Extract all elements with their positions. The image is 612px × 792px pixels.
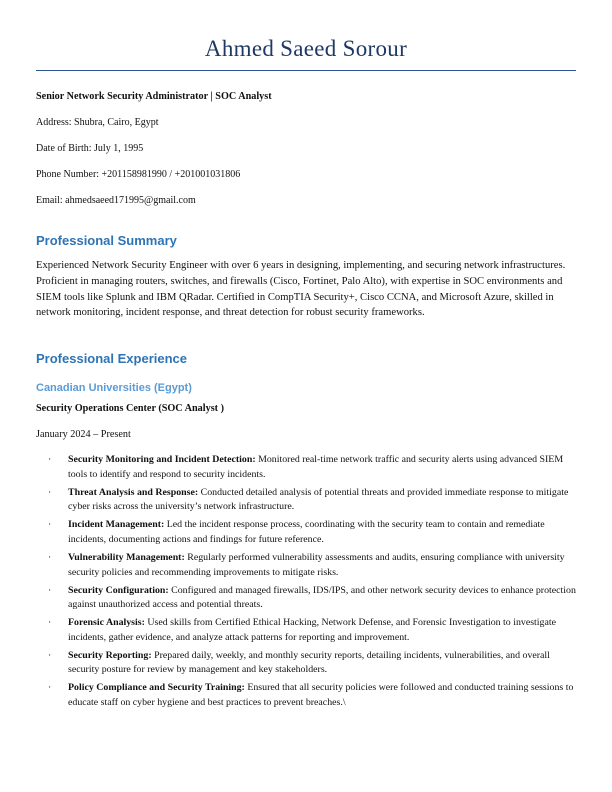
bullet-text (68, 551, 576, 580)
bullet-body: Monitored real-time network traffic and security alerts using advanced SIEM tools to identify and respond to security incidents. (68, 454, 564, 480)
bullet-body: Conducted detailed analysis of potential threats and provided immediate response to mitigate cyber risks across the university’s network infrastructure. (68, 486, 569, 513)
bullet-marker: · (48, 682, 52, 694)
experience-bullet (46, 486, 576, 515)
bullet-body: Regularly performed vulnerability assessments and audits, ensuring compliance with university security policies and recommending improvements to mitigate risks. (68, 552, 565, 578)
role-line: Senior Network Security Administrator | SOC Analyst (36, 91, 272, 102)
bullet-body: Led the incident response process, coordinating with the security team to contain and remediate incidents, documenting actions and findings for future reference. (68, 519, 545, 546)
bullet-marker: · (48, 584, 52, 596)
experience-bullet (46, 551, 576, 580)
bullet-text (68, 518, 576, 547)
experience-bullet (46, 453, 576, 482)
bullet-text (68, 453, 576, 482)
bullet-label: Incident Management: (68, 519, 165, 531)
bullet-text (68, 616, 576, 645)
experience-bullet-list (36, 453, 576, 710)
bullet-marker: · (48, 617, 52, 629)
bullet-label: Threat Analysis and Response: (68, 486, 199, 498)
bullet-label: Policy Compliance and Security Training: (68, 682, 245, 694)
summary-paragraph: Experienced Network Security Engineer with over 6 years in designing, implementing, and securing network infrastructures. Proficient in managing routers, switches, and firewalls (Cisco, Fortinet, Palo Alto), with expertise in SOC environments and SIEM tools like Splunk and IBM QRadar. Certified in CompTIA Security+, Cisco CCNA, and Microsoft Azure, skilled in network monitoring, incident response, and threat detection for robust security frameworks. (36, 259, 566, 319)
bullet-body: Used skills from Certified Ethical Hacking, Network Defense, and Forensic Investigation to investigate incidents, gather evidence, and analyze attack patterns for reporting and improvement. (68, 617, 556, 643)
experience-bullet (46, 681, 576, 710)
contact-block (36, 91, 576, 207)
experience-bullet (46, 616, 576, 645)
bullet-marker: · (48, 552, 52, 564)
employment-dates: January 2024 – Present (36, 429, 131, 441)
bullet-body: Configured and managed firewalls, IDS/IPS, and other network security devices to enhance protection against unauthorized access and potential threats. (68, 584, 576, 611)
bullet-marker: · (48, 649, 52, 661)
bullet-text (68, 584, 576, 613)
experience-bullet (46, 518, 576, 547)
bullet-body: Ensured that all security policies were followed and conducted training sessions to educate staff on cyber hygiene and best practices to prevent breaches.\ (68, 682, 574, 708)
bullet-label: Security Reporting: (68, 649, 152, 661)
experience-bullet (46, 584, 576, 613)
summary-heading: Professional Summary (36, 232, 177, 248)
bullet-label: Security Configuration: (68, 584, 169, 596)
bullet-label: Vulnerability Management: (68, 552, 185, 564)
page-title: Ahmed Saeed Sorour (204, 36, 408, 61)
bullet-text (68, 486, 576, 515)
position-title: Security Operations Center (SOC Analyst ) (36, 403, 224, 415)
bullet-label: Forensic Analysis: (68, 617, 145, 629)
phone-line: Phone Number: +201158981990 / +201001031806 (36, 169, 241, 181)
bullet-body: Prepared daily, weekly, and monthly security reports, detailing incidents, vulnerabilities, and overall security posture for review by management and key stakeholders. (68, 649, 550, 676)
experience-bullet (46, 649, 576, 678)
birthdate-line: Date of Birth: July 1, 1995 (36, 143, 144, 155)
title-divider (36, 70, 576, 71)
bullet-text (68, 681, 576, 710)
bullet-marker: · (48, 454, 52, 466)
bullet-label: Security Monitoring and Incident Detection: (68, 454, 256, 466)
experience-heading: Professional Experience (36, 351, 188, 367)
bullet-marker: · (48, 519, 52, 531)
email-line: Email: ahmedsaeed171995@gmail.com (36, 195, 196, 207)
address-line: Address: Shubra, Cairo, Egypt (36, 117, 159, 129)
employer-name: Canadian Universities (Egypt) (36, 382, 192, 395)
bullet-text (68, 649, 576, 678)
bullet-marker: · (48, 486, 52, 498)
